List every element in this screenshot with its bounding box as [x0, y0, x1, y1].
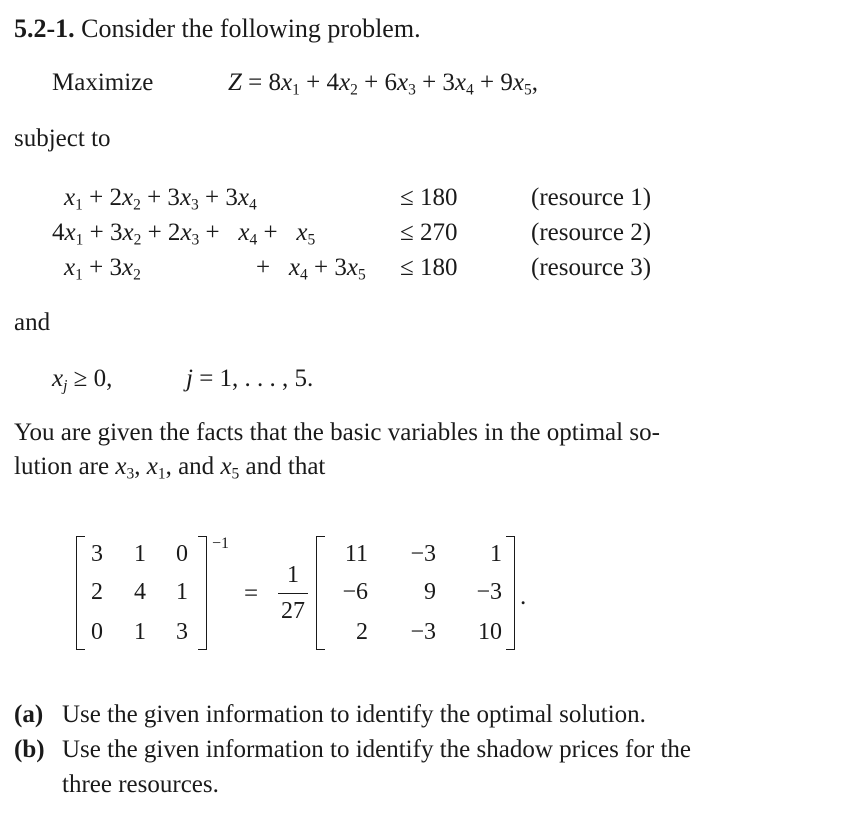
objective-function [228, 69, 538, 99]
equals-sign: = [244, 580, 259, 607]
problem-intro: Consider the following problem. [81, 14, 421, 43]
fraction-bar [278, 593, 308, 594]
left-matrix-cell: 1 [134, 619, 146, 645]
left-matrix-cell: 3 [91, 541, 103, 567]
right-matrix-cell: 10 [478, 619, 502, 645]
fraction-denominator: 27 [281, 598, 305, 624]
question-b-label: (b) [14, 736, 45, 763]
constraint-3-label: (resource 3) [531, 254, 652, 281]
left-matrix-cell: 2 [91, 579, 103, 605]
right-matrix-cell: −3 [410, 619, 436, 645]
fraction-numerator: 1 [287, 562, 299, 588]
right-matrix-bracket-right [506, 536, 515, 650]
objective-keyword: Maximize [52, 69, 154, 96]
subject-to-label: subject to [14, 125, 111, 152]
left-matrix-cell: 3 [176, 619, 188, 645]
matrix-period: . [520, 583, 527, 610]
constraint-3-rel: ≤ 180 [400, 254, 458, 281]
left-matrix-bracket-left [76, 536, 85, 650]
left-matrix-cell: 0 [91, 619, 103, 645]
right-matrix-cell: 9 [424, 579, 436, 605]
problem-header [14, 16, 421, 42]
constraint-3-lhs-b: + $x_4 + 3x_5$ [256, 254, 366, 284]
facts-line-2: lution are $x_3$, $x_1$, and $x_5$ and that [14, 453, 326, 483]
left-matrix-cell: 4 [134, 579, 146, 605]
right-matrix-cell: 1 [490, 541, 502, 567]
problem-number: 5.2-1. [14, 14, 75, 43]
left-matrix-cell: 1 [134, 541, 146, 567]
objective-expression: = $8x_1 + 4x_2 + 6x_3 + 3x_4 + 9x_5$, [248, 69, 538, 99]
constraint-2-label: (resource 2) [531, 219, 652, 246]
constraint-2-lhs: $4x_1 + 3x_2 + 2x_3 + x_4 + x_5$ [52, 219, 316, 249]
left-matrix-cell: 0 [176, 541, 188, 567]
objective-var: Z [228, 69, 242, 96]
inverse-exponent: −1 [212, 535, 230, 552]
constraint-1-label: (resource 1) [531, 184, 652, 211]
constraint-3-lhs-a: $x_1 + 3x_2$ [64, 254, 141, 284]
right-matrix-cell: −3 [410, 541, 436, 567]
constraint-2-rel: ≤ 270 [400, 219, 458, 246]
question-b-text: Use the given information to identify the shadow prices for the [62, 736, 692, 763]
nonneg-range: j = 1, . . . , 5. [186, 365, 314, 392]
and-label: and [14, 309, 51, 336]
question-a-label: (a) [14, 701, 44, 728]
right-matrix-cell: 2 [356, 619, 368, 645]
left-matrix-bracket-right [198, 536, 207, 650]
right-matrix-cell: 11 [344, 541, 368, 567]
constraint-1-lhs: $x_1 + 2x_2 + 3x_3 + 3x_4$ [64, 184, 257, 214]
facts-line-1: You are given the facts that the basic variables in the optimal so- [14, 419, 660, 446]
question-a-text: Use the given information to identify the optimal solution. [62, 701, 646, 728]
right-matrix-cell: −3 [476, 579, 502, 605]
constraint-1-rel: ≤ 180 [400, 184, 458, 211]
left-matrix-cell: 1 [176, 579, 188, 605]
right-matrix-cell: −6 [342, 579, 368, 605]
question-b-text-cont: three resources. [62, 771, 219, 798]
nonneg-condition: $x_j \ge 0$, [52, 365, 113, 395]
